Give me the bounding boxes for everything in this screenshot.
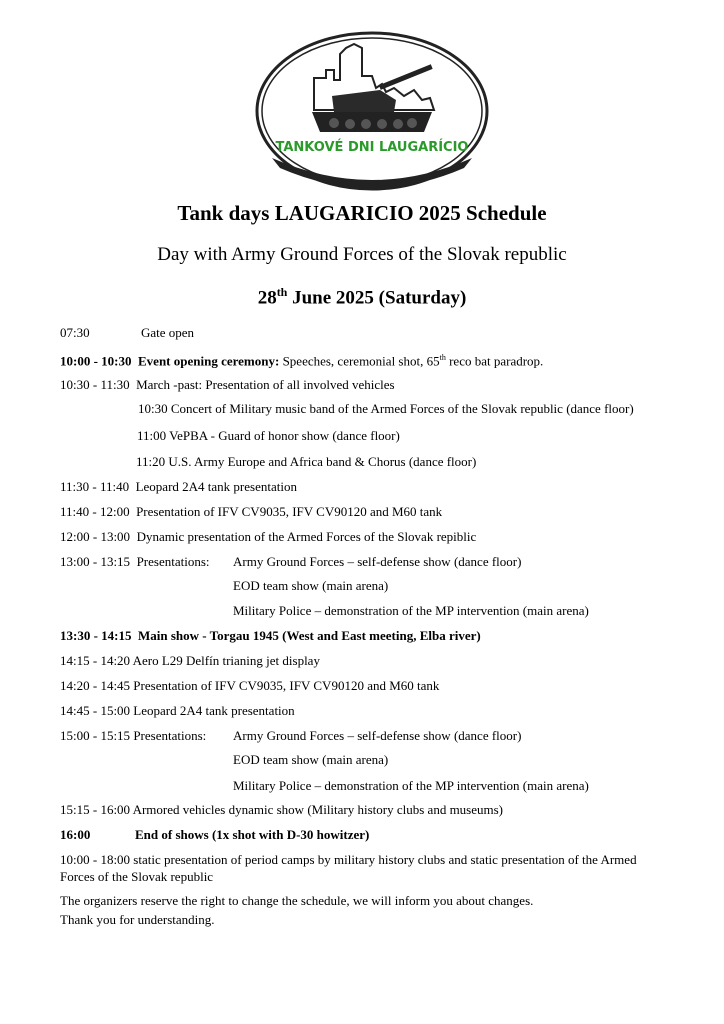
schedule-row: 14:15 - 14:20 Aero L29 Delfín trianing jet display — [60, 653, 320, 668]
disclaimer: The organizers reserve the right to change the schedule, we will inform you about changes. — [60, 893, 534, 908]
thank-you-note: Thank you for understanding. — [60, 912, 215, 927]
schedule-subrow: EOD team show (main arena) — [233, 578, 389, 593]
page-title: Tank days LAUGARICIO 2025 Schedule — [177, 201, 547, 225]
schedule-row: 11:40 - 12:00 Presentation of IFV CV9035, IFV CV90120 and M60 tank — [60, 504, 443, 519]
schedule-row: 15:00 - 15:15 Presentations: — [60, 728, 207, 743]
schedule-subrow: Military Police – demonstration of the MP intervention (main arena) — [233, 778, 589, 793]
schedule-row: 14:45 - 15:00 Leopard 2A4 tank presentation — [60, 703, 295, 718]
schedule-row: 15:15 - 16:00 Armored vehicles dynamic show (Military history clubs and museums) — [60, 802, 504, 817]
schedule-subrow: 11:00 VePBA - Guard of honor show (dance floor) — [137, 428, 400, 443]
schedule-row: 13:00 - 13:15 Presentations: — [60, 554, 210, 569]
schedule-row: 10:00 - 18:00 static presentation of period camps by military history clubs and static presentation of the Armed — [60, 852, 637, 867]
schedule-subrow: 10:30 Concert of Military music band of the Armed Forces of the Slovak republic (dance floor) — [138, 401, 634, 416]
schedule-subrow: 11:20 U.S. Army Europe and Africa band & Chorus (dance floor) — [136, 454, 477, 469]
schedule-row: 07:30 Gate open — [60, 325, 195, 340]
schedule-subrow: EOD team show (main arena) — [233, 752, 389, 767]
schedule-row: 14:20 - 14:45 Presentation of IFV CV9035, IFV CV90120 and M60 tank — [60, 678, 440, 693]
event-logo — [254, 30, 490, 192]
schedule-subrow: Military Police – demonstration of the MP intervention (main arena) — [233, 603, 589, 618]
schedule-subrow: Army Ground Forces – self-defense show (dance floor) — [233, 728, 522, 743]
schedule-row: 11:30 - 11:40 Leopard 2A4 tank presentation — [60, 479, 297, 494]
schedule-row: 10:00 - 10:30 Event opening ceremony: Speeches, ceremonial shot, 65th reco bat paradrop. — [60, 353, 544, 369]
logo-text: TANKOVÉ DNI LAUGARÍCIO — [275, 140, 469, 155]
event-date: 28th June 2025 (Saturday) — [257, 285, 467, 309]
schedule-row: 10:30 - 11:30 March -past: Presentation of all involved vehicles — [60, 377, 395, 392]
schedule-row-continued: Forces of the Slovak republic — [60, 869, 214, 884]
schedule-row: 12:00 - 13:00 Dynamic presentation of the Armed Forces of the Slovak repiblic — [60, 529, 477, 544]
schedule-subrow: Army Ground Forces – self-defense show (dance floor) — [233, 554, 522, 569]
schedule-row: 16:00 End of shows (1x shot with D-30 howitzer) — [60, 827, 370, 842]
page-subtitle: Day with Army Ground Forces of the Slovak republic — [157, 244, 567, 265]
schedule-row: 13:30 - 14:15 Main show - Torgau 1945 (West and East meeting, Elba river) — [60, 628, 481, 643]
